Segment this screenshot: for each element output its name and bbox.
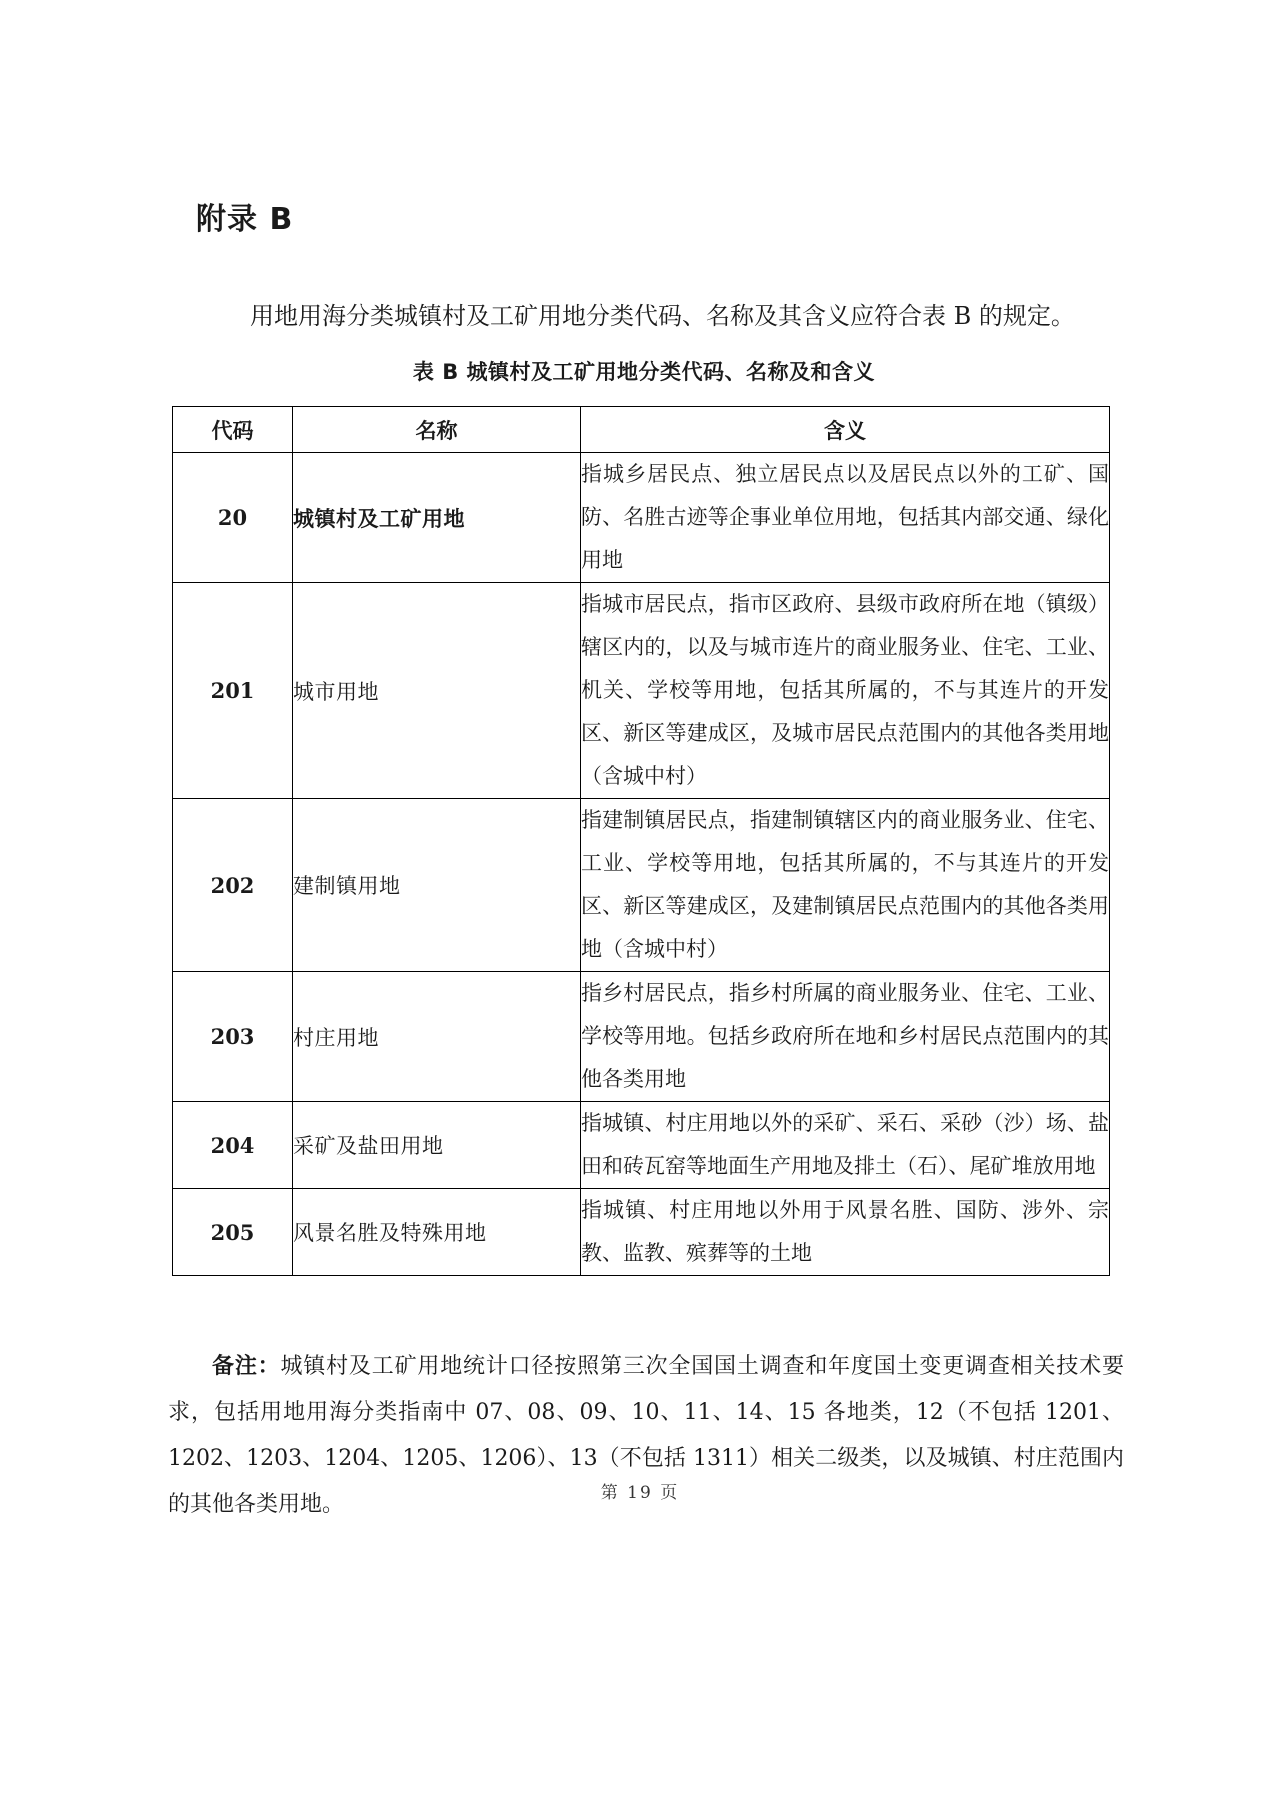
meaning-cell: 指城镇、村庄用地以外用于风景名胜、国防、涉外、宗教、监教、殡葬等的土地: [581, 1189, 1110, 1276]
code-cell: 203: [173, 972, 293, 1102]
note-label: 备注：: [212, 1354, 281, 1379]
meaning-cell: 指城市居民点，指市区政府、县级市政府所在地（镇级）辖区内的，以及与城市连片的商业服务业、住宅、工业、机关、学校等用地，包括其所属的，不与其连片的开发区、新区等建成区，及城市居民点范围内的其他各类用地（含城中村）: [581, 583, 1110, 799]
name-cell: 村庄用地: [293, 972, 581, 1102]
table-row: [173, 799, 1110, 972]
column-header-code: 代码: [173, 407, 293, 453]
column-header-name: 名称: [293, 407, 581, 453]
table-row: [173, 1102, 1110, 1189]
classification-table: [172, 406, 1110, 1276]
note-text: 城镇村及工矿用地统计口径按照第三次全国国土调查和年度国土变更调查相关技术要求，包括用地用海分类指南中 07、08、09、10、11、14、15 各地类，12（不包括 1201、1202、1203、1204、1205、1206）、13（不包括 1311）相关二级类，以及城镇、村庄范围内的其他各类用地。: [168, 1354, 1124, 1517]
table-row: [173, 1189, 1110, 1276]
name-cell: 风景名胜及特殊用地: [293, 1189, 581, 1276]
table-row: [173, 583, 1110, 799]
code-cell: 20: [173, 453, 293, 583]
table-row: [173, 453, 1110, 583]
name-cell: 采矿及盐田用地: [293, 1102, 581, 1189]
meaning-cell: 指城镇、村庄用地以外的采矿、采石、采砂（沙）场、盐田和砖瓦窑等地面生产用地及排土（石）、尾矿堆放用地: [581, 1102, 1110, 1189]
name-cell: 城镇村及工矿用地: [293, 453, 581, 583]
appendix-title: 附录 B: [196, 202, 294, 237]
column-header-meaning: 含义: [581, 407, 1110, 453]
meaning-cell: 指城乡居民点、独立居民点以及居民点以外的工矿、国防、名胜古迹等企事业单位用地，包括其内部交通、绿化用地: [581, 453, 1110, 583]
table-body: [173, 453, 1110, 1276]
intro-paragraph: 用地用海分类城镇村及工矿用地分类代码、名称及其含义应符合表 B 的规定。: [250, 302, 1075, 330]
code-cell: 204: [173, 1102, 293, 1189]
code-cell: 201: [173, 583, 293, 799]
name-cell: 建制镇用地: [293, 799, 581, 972]
name-cell: 城市用地: [293, 583, 581, 799]
code-cell: 205: [173, 1189, 293, 1276]
meaning-cell: 指建制镇居民点，指建制镇辖区内的商业服务业、住宅、工业、学校等用地，包括其所属的，不与其连片的开发区、新区等建成区，及建制镇居民点范围内的其他各类用地（含城中村）: [581, 799, 1110, 972]
meaning-cell: 指乡村居民点，指乡村所属的商业服务业、住宅、工业、学校等用地。包括乡政府所在地和乡村居民点范围内的其他各类用地: [581, 972, 1110, 1102]
table-row: [173, 972, 1110, 1102]
table-header-row: [173, 407, 1110, 453]
table-title: 表 B 城镇村及工矿用地分类代码、名称及和含义: [412, 360, 876, 384]
code-cell: 202: [173, 799, 293, 972]
page-number: 第 19 页: [600, 1483, 680, 1503]
